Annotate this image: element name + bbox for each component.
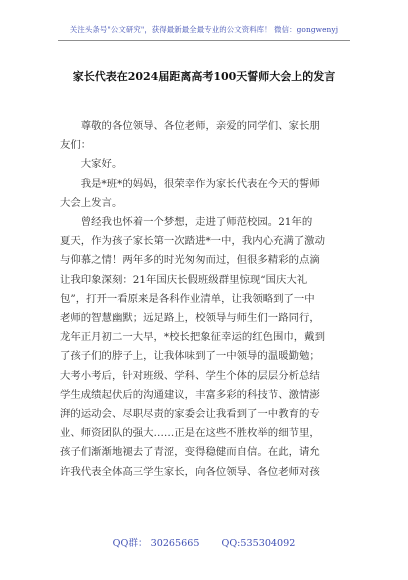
body-line: 让我印象深刻：21年国庆长假班级群里惊现“国庆大礼 <box>60 273 308 286</box>
body-line: 与仰慕之情！两年多的时光匆匆而过，但很多精彩的点滴 <box>60 254 320 267</box>
body-line: 我是*班*的妈妈，很荣幸作为家长代表在今天的誓师 <box>60 177 320 190</box>
body-line: 大考小考后，针对班级、学科、学生个体的层层分析总结 <box>60 369 320 382</box>
body-line: 湃的运动会、尽职尽责的家委会让我看到了一中教育的专 <box>60 408 320 421</box>
document-body <box>60 117 350 482</box>
header-promo-note: 关注头条号"公文研究"，获得最新最全最专业的公文资料库！ 微信：gongwenyj <box>69 25 339 34</box>
body-line: 包”，打开一看原来是各科作业清单，让我领略到了一中 <box>60 292 315 305</box>
body-line: 龙年正月初二一大早，*校长把象征幸运的红色围巾，戴到 <box>60 331 325 344</box>
footer-contact <box>0 535 408 549</box>
body-line: 大会上发言。 <box>60 196 123 209</box>
body-line: 老师的智慧幽默；远足路上，校领导与师生们一路同行， <box>60 312 320 325</box>
document-title: 家长代表在2024届距离高考100天誓师大会上的发言 <box>72 70 336 83</box>
body-line: 友们： <box>60 139 92 152</box>
body-line: 许我代表全体高三学生家长，向各位领导、各位老师对孩 <box>60 465 320 478</box>
body-line: 了孩子们的脖子上，让我体味到了一中领导的温暖勤勉； <box>60 350 320 363</box>
body-line: 孩子们渐渐地褪去了青涩，变得稳健而自信。在此，请允 <box>60 446 320 459</box>
body-line: 业、师资团队的强大……正是在这些不胜枚举的细节里， <box>60 427 320 440</box>
body-line: 大家好。 <box>60 158 123 171</box>
header-divider <box>58 40 350 41</box>
body-line: 学生成绩起伏后的沟通建议，丰富多彩的科技节、激情澎 <box>60 388 320 401</box>
footer-qq-number: QQ:535304092 <box>221 538 296 549</box>
body-line: 夏天，作为孩子家长第一次踏进*一中，我内心充满了激动 <box>60 235 325 248</box>
footer-qq-group: QQ群： 30265665 <box>112 538 200 549</box>
body-line: 曾经我也怀着一个梦想，走进了师范校园。21年的 <box>60 216 313 229</box>
body-line: 尊敬的各位领导、各位老师，亲爱的同学们、家长朋 <box>60 120 320 132</box>
